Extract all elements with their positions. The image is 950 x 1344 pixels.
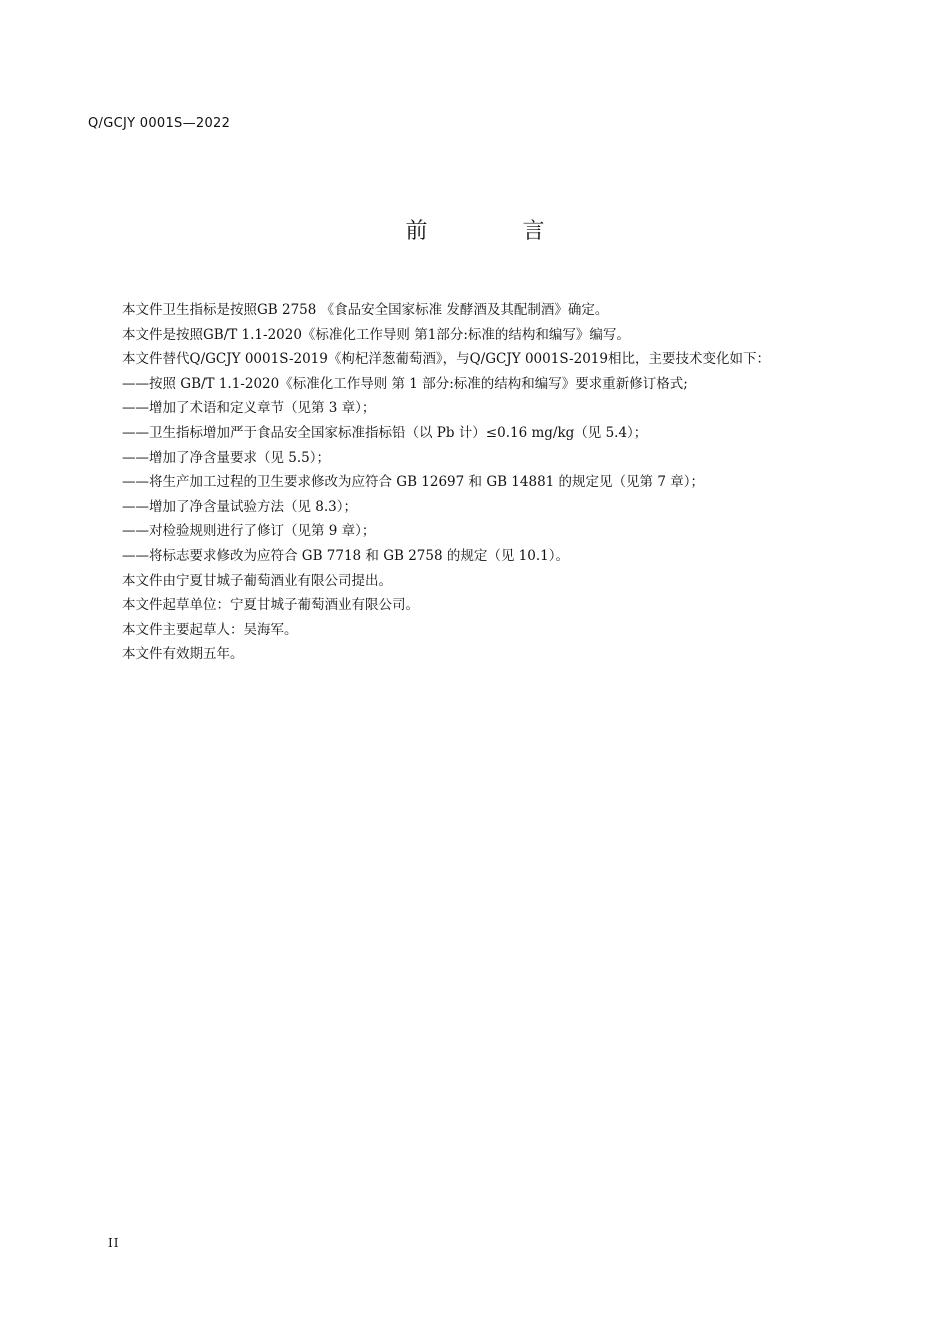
paragraph-validity: 本文件有效期五年。 — [122, 646, 244, 663]
page-title: 前 言 — [405, 219, 589, 244]
change-item: ——增加了净含量试验方法（见 8.3）； — [122, 498, 358, 515]
change-item: ——将生产加工过程的卫生要求修改为应符合 GB 12697 和 GB 14881 的规定见（见第 7 章）； — [122, 474, 704, 491]
page-number: II — [108, 1236, 120, 1250]
change-item: ——卫生指标增加严于食品安全国家标准指标铅（以 Pb 计）≤0.16 mg/kg（见 5.4）； — [122, 424, 648, 441]
change-item: ——对检验规则进行了修订（见第 9 章）； — [122, 523, 376, 540]
paragraph-drafting-unit: 本文件起草单位：宁夏甘城子葡萄酒业有限公司。 — [122, 597, 419, 614]
change-item: ——增加了净含量要求（见 5.5）； — [122, 449, 331, 466]
change-item: ——按照 GB/T 1.1-2020《标准化工作导则 第 1 部分:标准的结构和编写》要求重新修订格式; — [122, 375, 688, 392]
change-item: ——增加了术语和定义章节（见第 3 章）； — [122, 400, 376, 417]
change-item: ——将标志要求修改为应符合 GB 7718 和 GB 2758 的规定（见 10.1）。 — [122, 547, 569, 564]
paragraph-main-drafter: 本文件主要起草人：吴海军。 — [122, 621, 298, 638]
paragraph-drafting-basis: 本文件是按照GB/T 1.1-2020《标准化工作导则 第1部分:标准的结构和编写》编写。 — [122, 326, 630, 343]
paragraph-replacement: 本文件替代Q/GCJY 0001S-2019《枸杞洋葱葡萄酒》，与Q/GCJY 0001S-2019相比，主要技术变化如下： — [122, 351, 770, 368]
paragraph-hygiene-basis: 本文件卫生指标是按照GB 2758 《食品安全国家标准 发酵酒及其配制酒》确定。 — [122, 302, 609, 318]
paragraph-proposer: 本文件由宁夏甘城子葡萄酒业有限公司提出。 — [122, 572, 392, 589]
document-body — [88, 298, 838, 667]
document-code: Q/GCJY 0001S—2022 — [88, 116, 231, 131]
